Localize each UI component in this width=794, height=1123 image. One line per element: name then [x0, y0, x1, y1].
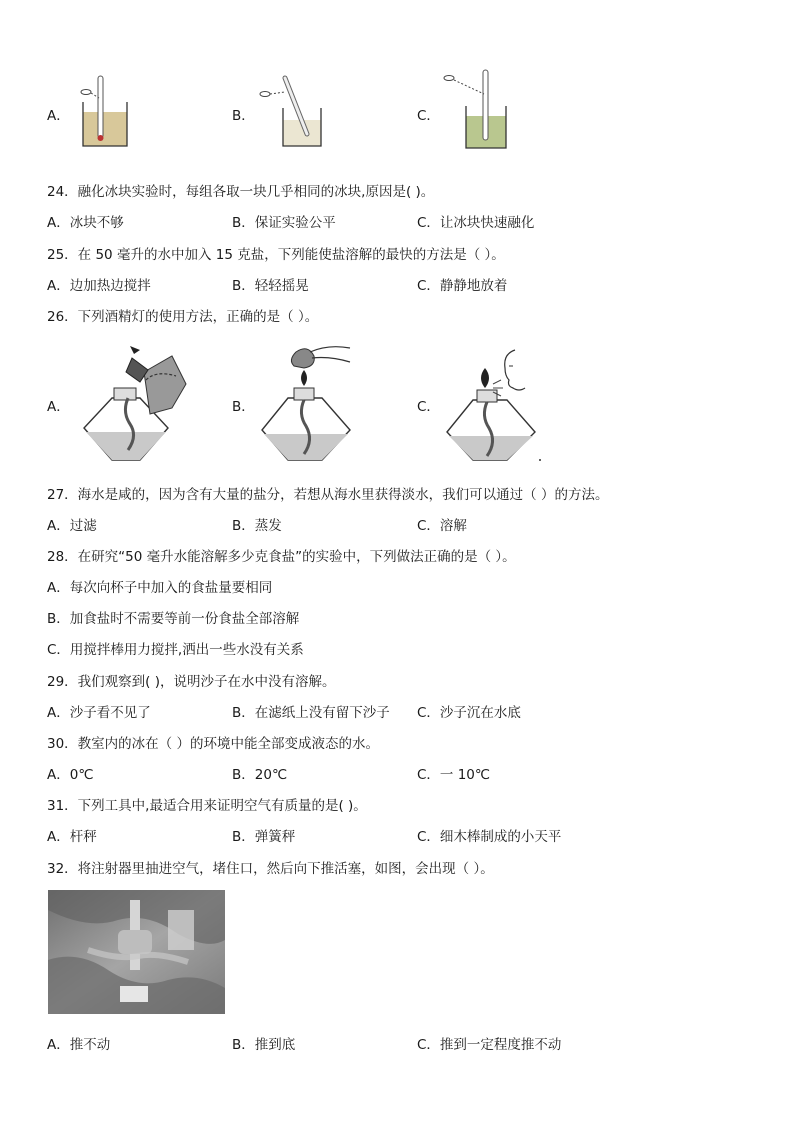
q27-option-c[interactable]: C．溶解 — [417, 518, 467, 534]
q27-stem: 27．海水是咸的，因为含有大量的盐分，若想从海水里获得淡水，我们可以通过（ ）的方法。 — [47, 487, 609, 503]
q30-stem: 30．教室内的冰在（ ）的环境中能全部变成液态的水。 — [47, 736, 379, 752]
q29-option-a[interactable]: A．沙子看不见了 — [47, 705, 151, 721]
q24-option-b[interactable]: B．保证实验公平 — [232, 215, 336, 231]
q24-option-c[interactable]: C．让冰块快速融化 — [417, 215, 535, 231]
q24-stem: 24．融化冰块实验时，每组各取一块几乎相同的冰块,原因是( )。 — [47, 184, 435, 200]
q32-stem: 32．将注射器里抽进空气，堵住口，然后向下推活塞，如图，会出现（ ）。 — [47, 861, 494, 877]
q26-option-a-label[interactable]: A． — [47, 399, 70, 415]
q32-syringe-photo — [48, 890, 225, 1014]
q28-stem: 28．在研究“50 毫升水能溶解多少克食盐”的实验中，下列做法正确的是（ ）。 — [47, 549, 516, 565]
q25-option-b[interactable]: B．轻轻摇晃 — [232, 278, 309, 294]
q32-option-c[interactable]: C．推到一定程度推不动 — [417, 1037, 562, 1053]
q23-option-c-thermometer-image — [442, 66, 512, 154]
q28-option-b[interactable]: B．加食盐时不需要等前一份食盐全部溶解 — [47, 611, 300, 627]
q26-option-b-label[interactable]: B． — [232, 399, 255, 415]
q23-option-a-label[interactable]: A． — [47, 108, 70, 124]
q29-stem: 29．我们观察到( )，说明沙子在水中没有溶解。 — [47, 674, 336, 690]
q27-option-b[interactable]: B．蒸发 — [232, 518, 282, 534]
q26-option-b-alcohol-lamp-image — [258, 336, 358, 464]
q30-option-c[interactable]: C．一 10℃ — [417, 767, 491, 783]
q28-option-c[interactable]: C．用搅拌棒用力搅拌,洒出一些水没有关系 — [47, 642, 304, 658]
q31-option-c[interactable]: C．细木棒制成的小天平 — [417, 829, 562, 845]
q26-option-c-label[interactable]: C． — [417, 399, 440, 415]
q26-stem: 26．下列酒精灯的使用方法，正确的是（ ）。 — [47, 309, 319, 325]
q31-stem: 31．下列工具中,最适合用来证明空气有质量的是( )。 — [47, 798, 367, 814]
q25-option-a[interactable]: A．边加热边搅拌 — [47, 278, 151, 294]
q31-option-a[interactable]: A．杆秤 — [47, 829, 97, 845]
q30-option-a[interactable]: A．0℃ — [47, 767, 94, 783]
q32-option-b[interactable]: B．推到底 — [232, 1037, 296, 1053]
q27-option-a[interactable]: A．过滤 — [47, 518, 97, 534]
q25-option-c[interactable]: C．静静地放着 — [417, 278, 508, 294]
q28-option-a[interactable]: A．每次向杯子中加入的食盐量要相同 — [47, 580, 273, 596]
q32-option-a[interactable]: A．推不动 — [47, 1037, 111, 1053]
q23-option-a-thermometer-image — [78, 72, 138, 152]
q26-option-c-alcohol-lamp-image — [445, 344, 545, 464]
q30-option-b[interactable]: B．20℃ — [232, 767, 288, 783]
q23-option-b-thermometer-image — [255, 72, 325, 152]
q25-stem: 25．在 50 毫升的水中加入 15 克盐，下列能使盐溶解的最快的方法是（ ）。 — [47, 247, 505, 263]
q23-option-c-label[interactable]: C． — [417, 108, 440, 124]
q26-option-a-alcohol-lamp-image — [72, 342, 192, 464]
q29-option-b[interactable]: B．在滤纸上没有留下沙子 — [232, 705, 390, 721]
q24-option-a[interactable]: A．冰块不够 — [47, 215, 124, 231]
q23-option-b-label[interactable]: B． — [232, 108, 255, 124]
q31-option-b[interactable]: B．弹簧秤 — [232, 829, 296, 845]
q29-option-c[interactable]: C．沙子沉在水底 — [417, 705, 521, 721]
